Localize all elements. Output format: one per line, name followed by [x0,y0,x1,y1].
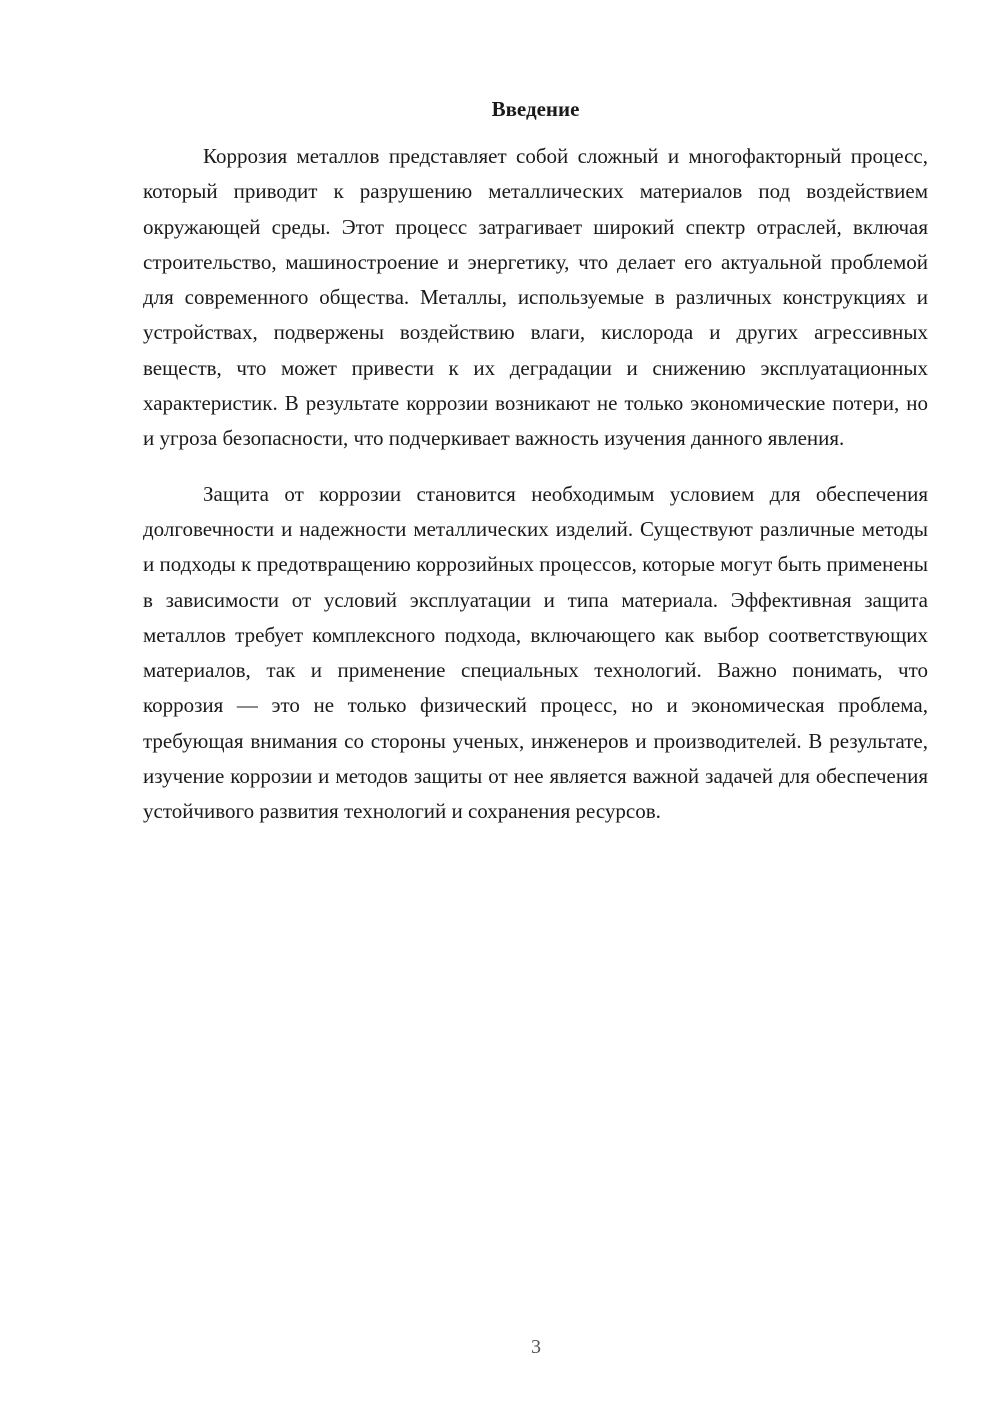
section-title: Введение [491,97,580,121]
paragraph-2: Защита от коррозии становится необходимым условием для обеспечения долговечности и надежности металлических изделий. Существуют различные методы и подходы к предотвращению коррозийных процессов, которые могут быть применены в зависимости от условий эксплуатации и типа материала. Эффективная защита металлов требует комплексного подхода, включающего как выбор соответствующих материалов, так и применение специальных технологий. Важно понимать, что коррозия — это не только физический процесс, но и экономическая проблема, требующая внимания со стороны ученых, инженеров и производителей. В результате, изучение коррозии и методов защиты от нее является важной задачей для обеспечения устойчивого развития технологий и сохранения ресурсов. [143,481,928,824]
page-number: 3 [531,1336,541,1358]
page-content [143,92,928,830]
paragraph-1: Коррозия металлов представляет собой сложный и многофакторный процесс, который приводит к разрушению металлических материалов под воздействием окружающей среды. Этот процесс затрагивает широкий спектр отраслей, включая строительство, машиностроение и энергетику, что делает его актуальной проблемой для современного общества. Металлы, используемые в различных конструкциях и устройствах, подвержены воздействию влаги, кислорода и других агрессивных веществ, что может привести к их деградации и снижению эксплуатационных характеристик. В результате коррозии возникают не только экономические потери, но и угроза безопасности, что подчеркивает важность изучения данного явления. [143,144,928,451]
